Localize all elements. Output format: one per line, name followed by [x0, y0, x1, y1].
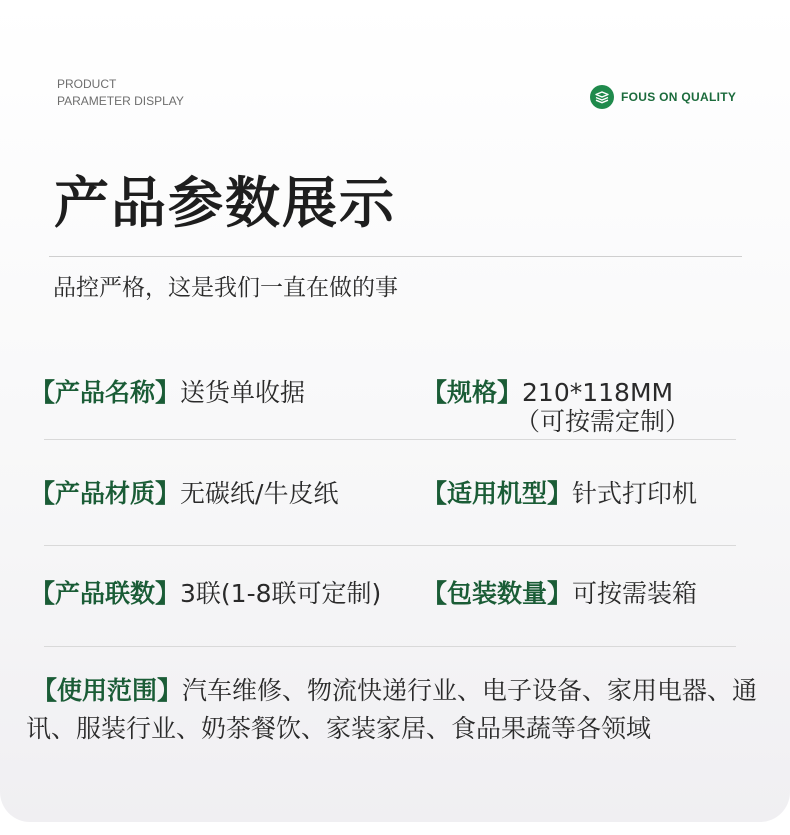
param-material	[30, 478, 338, 510]
param-value: 210*118MM	[522, 378, 674, 407]
english-heading-line2: PARAMETER DISPLAY	[57, 94, 184, 108]
param-label: 【包装数量】	[422, 579, 573, 608]
param-value: 可按需装箱	[572, 579, 698, 608]
row-divider	[44, 439, 736, 440]
param-spec-note: （可按需定制）	[515, 407, 691, 436]
param-label: 【使用范围】	[32, 676, 183, 705]
param-spec	[422, 377, 673, 409]
param-label: 【产品联数】	[30, 579, 181, 608]
title-divider	[49, 256, 742, 257]
param-packaging	[422, 578, 697, 610]
param-label: 【产品材质】	[30, 479, 181, 508]
page-subtitle: 品控严格，这是我们一直在做的事	[53, 275, 398, 301]
param-value: 送货单收据	[180, 378, 306, 407]
quality-badge	[590, 85, 736, 109]
param-value: 汽车维修、物流快递行业、电子设备、家用电器、通讯、服装行业、奶茶餐饮、家装家居、食品果蔬等各领域	[26, 676, 758, 743]
param-label: 【产品名称】	[30, 378, 181, 407]
row-divider	[44, 545, 736, 546]
param-usage-scope	[26, 672, 790, 748]
param-printer-model	[422, 478, 697, 510]
param-label: 【适用机型】	[422, 479, 573, 508]
param-value: 针式打印机	[572, 479, 698, 508]
page-title: 产品参数展示	[54, 171, 397, 235]
layers-icon	[590, 85, 614, 109]
param-ply-count	[30, 578, 381, 610]
english-heading	[57, 76, 184, 110]
row-divider	[44, 646, 736, 647]
badge-label: FOUS ON QUALITY	[621, 90, 737, 104]
param-value: 3联(1-8联可定制)	[180, 579, 382, 608]
english-heading-line1: PRODUCT	[57, 77, 117, 91]
param-product-name	[30, 377, 305, 409]
param-value: 无碳纸/牛皮纸	[180, 479, 339, 508]
param-label: 【规格】	[422, 378, 523, 407]
